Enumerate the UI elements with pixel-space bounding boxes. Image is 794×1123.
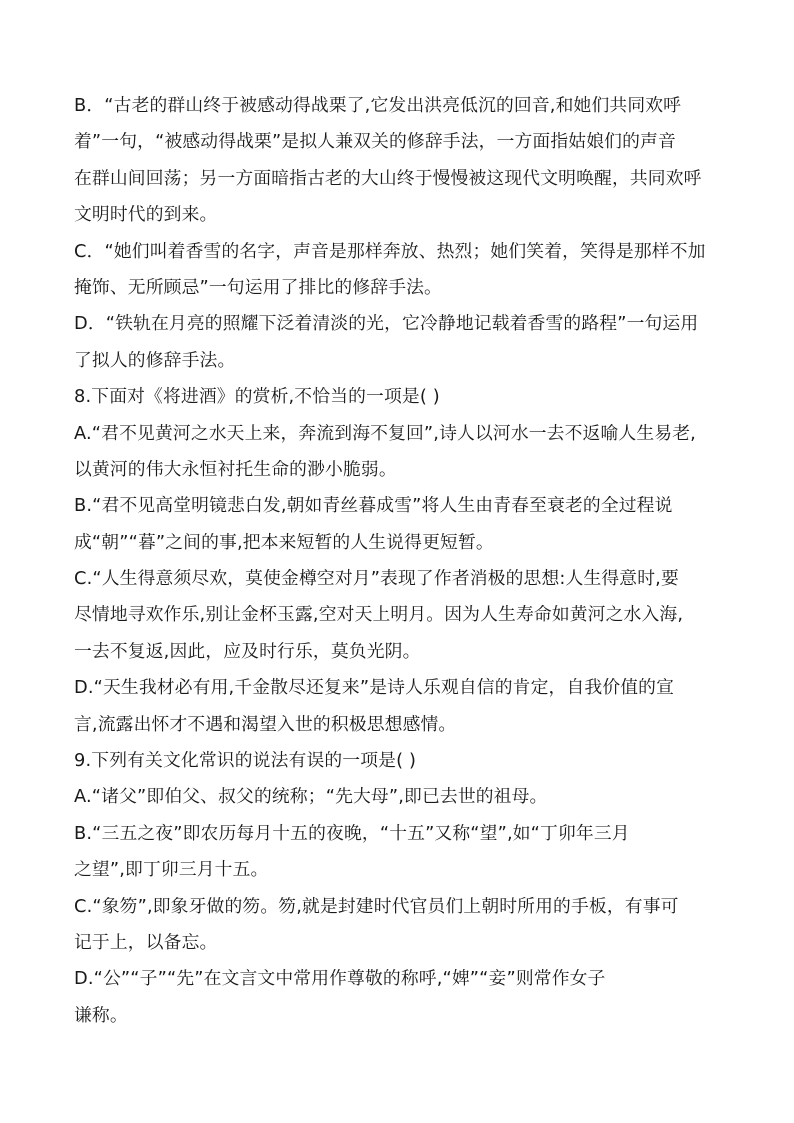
text-line: A.“诸父”即伯父、叔父的统称；“先大母”,即已去世的祖母。: [74, 786, 548, 808]
question-8-stem: 8.下面对《将进酒》的赏析,不恰当的一项是( ): [74, 386, 440, 408]
text-line: 言,流露出怀才不遇和渴望入世的积极思想感情。: [74, 713, 457, 735]
text-line: D.“天生我材必有用,千金散尽还复来”是诗人乐观自信的肯定，自我价值的宣: [74, 677, 675, 699]
text-line: B.“三五之夜”即农历每月十五的夜晚，“十五”又称“望”,如“丁卯年三月: [74, 822, 630, 844]
text-line: 尽情地寻欢作乐,别让金杯玉露,空对天上明月。因为人生寿命如黄河之水入海,: [74, 604, 684, 626]
text-line: 文明时代的到来。: [74, 204, 218, 226]
text-line: B．“古老的群山终于被感动得战栗了,它发出洪亮低沉的回音,和她们共同欢呼: [74, 95, 682, 116]
text-line: 掩饰、无所顾忌”一句运用了排比的修辞手法。: [74, 276, 442, 298]
text-line: 成“朝”“暮”之间的事,把本来短暂的人生说得更短暂。: [74, 531, 494, 553]
text-line: 着”一句，“被感动得战栗”是拟人兼双关的修辞手法，一方面指姑娘们的声音: [74, 131, 676, 153]
document-page: [74, 88, 728, 1034]
text-line: 以黄河的伟大永恒衬托生命的渺小脆弱。: [74, 458, 397, 480]
text-line: D．“铁轨在月亮的照耀下泛着清淡的光，它冷静地记载着香雪的路程”一句运用: [74, 313, 699, 335]
text-line: 之望”,即丁卯三月十五。: [74, 859, 269, 881]
text-line: D.“公”“子”“先”在文言文中常用作尊敬的称呼,“婢”“妾”则常作女子: [74, 968, 606, 990]
text-line: C．“她们叫着香雪的名字，声音是那样奔放、热烈；她们笑着，笑得是那样不加: [74, 240, 706, 262]
text-line: C.“人生得意须尽欢，莫使金樽空对月”表现了作者消极的思想:人生得意时,要: [74, 568, 679, 590]
question-9-stem: 9.下列有关文化常识的说法有误的一项是( ): [74, 750, 417, 772]
text-line: 一去不复返,因此，应及时行乐，莫负光阴。: [74, 640, 421, 662]
text-line: 在群山间回荡；另一方面暗指古老的大山终于慢慢被这现代文明唤醒，共同欢呼: [74, 167, 702, 189]
text-line: A.“君不见黄河之水天上来，奔流到海不复回”,诗人以河水一去不返喻人生易老,: [74, 422, 696, 444]
text-line: C.“象笏”,即象牙做的笏。笏,就是封建时代官员们上朝时所用的手板，有事可: [74, 895, 679, 917]
text-line: 了拟人的修辞手法。: [74, 349, 236, 371]
text-line: 记于上，以备忘。: [74, 931, 218, 953]
text-line: 谦称。: [74, 1004, 128, 1026]
text-line: B.“君不见高堂明镜悲白发,朝如青丝暮成雪”将人生由青春至衰老的全过程说: [74, 495, 673, 517]
